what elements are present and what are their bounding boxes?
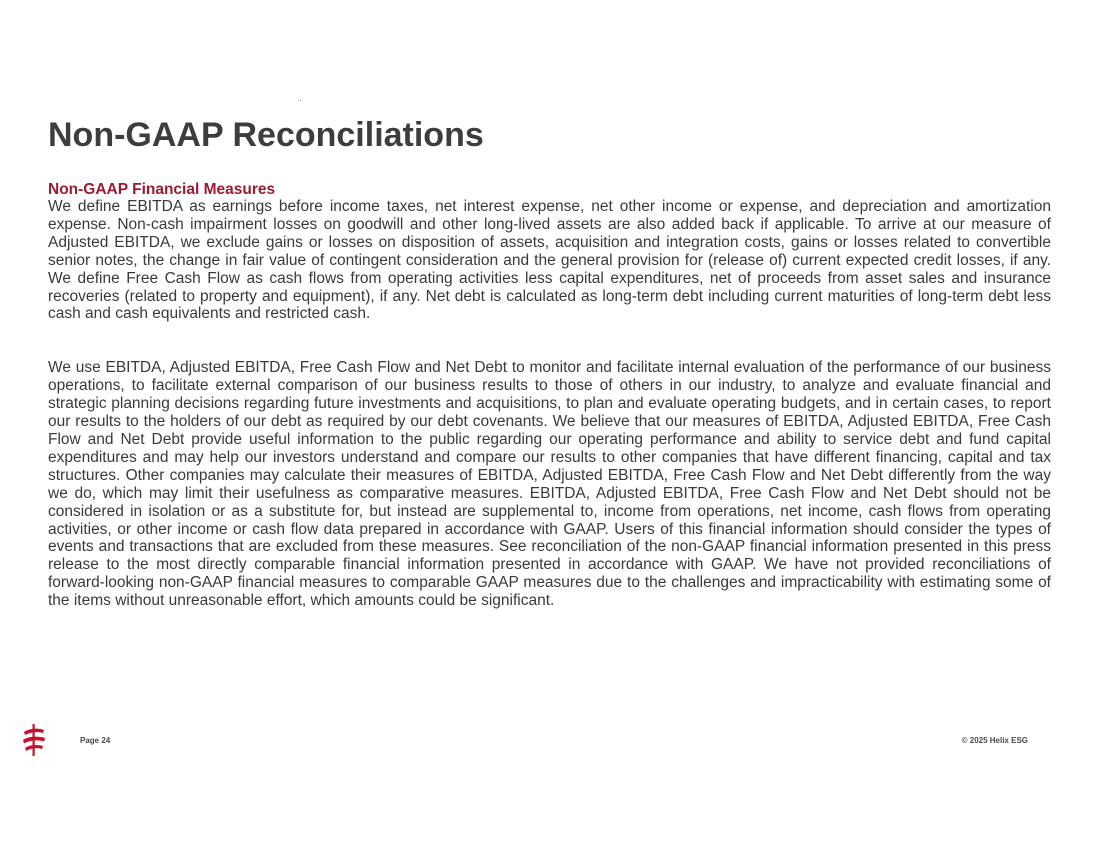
copyright-notice: © 2025 Helix ESG bbox=[961, 736, 1028, 745]
page-number: Page 24 bbox=[80, 736, 111, 745]
content-body bbox=[48, 181, 1051, 610]
page-title: Non-GAAP Reconciliations bbox=[48, 116, 484, 154]
section-heading: Non-GAAP Financial Measures bbox=[48, 181, 276, 198]
paragraph-usage: We use EBITDA, Adjusted EBITDA, Free Cash Flow and Net Debt to monitor and facilitate internal evaluation of the performance of our business operations, to facilitate external comparison of our business results to those of others in our industry, to analyze and evaluate financial and strategic planning decisions regarding future investments and acquisitions, to plan and evaluate operating budgets, and in certain cases, to report our results to the holders of our debt as required by our debt covenants. We believe that our measures of EBITDA, Adjusted EBITDA, Free Cash Flow and Net Debt provide useful information to the public regarding our operating performance and ability to service debt and fund capital expenditures and may help our investors understand and compare our results to other companies that have different financing, capital and tax structures. Other companies may calculate their measures of EBITDA, Adjusted EBITDA, Free Cash Flow and Net Debt differently from the way we do, which may limit their usefulness as comparative measures. EBITDA, Adjusted EBITDA, Free Cash Flow and Net Debt should not be considered in isolation or as a substitute for, but instead are supplemental to, income from operations, net income, cash flows from operating activities, or other income or cash flow data prepared in accordance with GAAP. Users of this financial information should consider the types of events and transactions that are excluded from these measures. See reconciliation of the non-GAAP financial information presented in this press release to the most directly comparable financial information presented in accordance with GAAP. We have not provided reconciliations of forward-looking non-GAAP financial measures to comparable GAAP measures due to the challenges and impracticability with estimating some of the items without unreasonable effort, which amounts could be significant. bbox=[48, 359, 1051, 610]
helix-logo-icon bbox=[21, 724, 47, 756]
paragraph-definitions: We define EBITDA as earnings before income taxes, net interest expense, net other income or expense, and depreciation and amortization expense. Non-cash impairment losses on goodwill and other long-lived assets are also added back if applicable. To arrive at our measure of Adjusted EBITDA, we exclude gains or losses on disposition of assets, acquisition and integration costs, gains or losses related to convertible senior notes, the change in fair value of contingent consideration and the general provision for (release of) current expected credit losses, if any. We define Free Cash Flow as cash flows from operating activities less capital expenditures, net of proceeds from asset sales and insurance recoveries (related to property and equipment), if any. Net debt is calculated as long-term debt including current maturities of long-term debt less cash and cash equivalents and restricted cash. bbox=[48, 198, 1051, 323]
stray-dot bbox=[300, 100, 301, 101]
footer bbox=[0, 722, 1100, 756]
